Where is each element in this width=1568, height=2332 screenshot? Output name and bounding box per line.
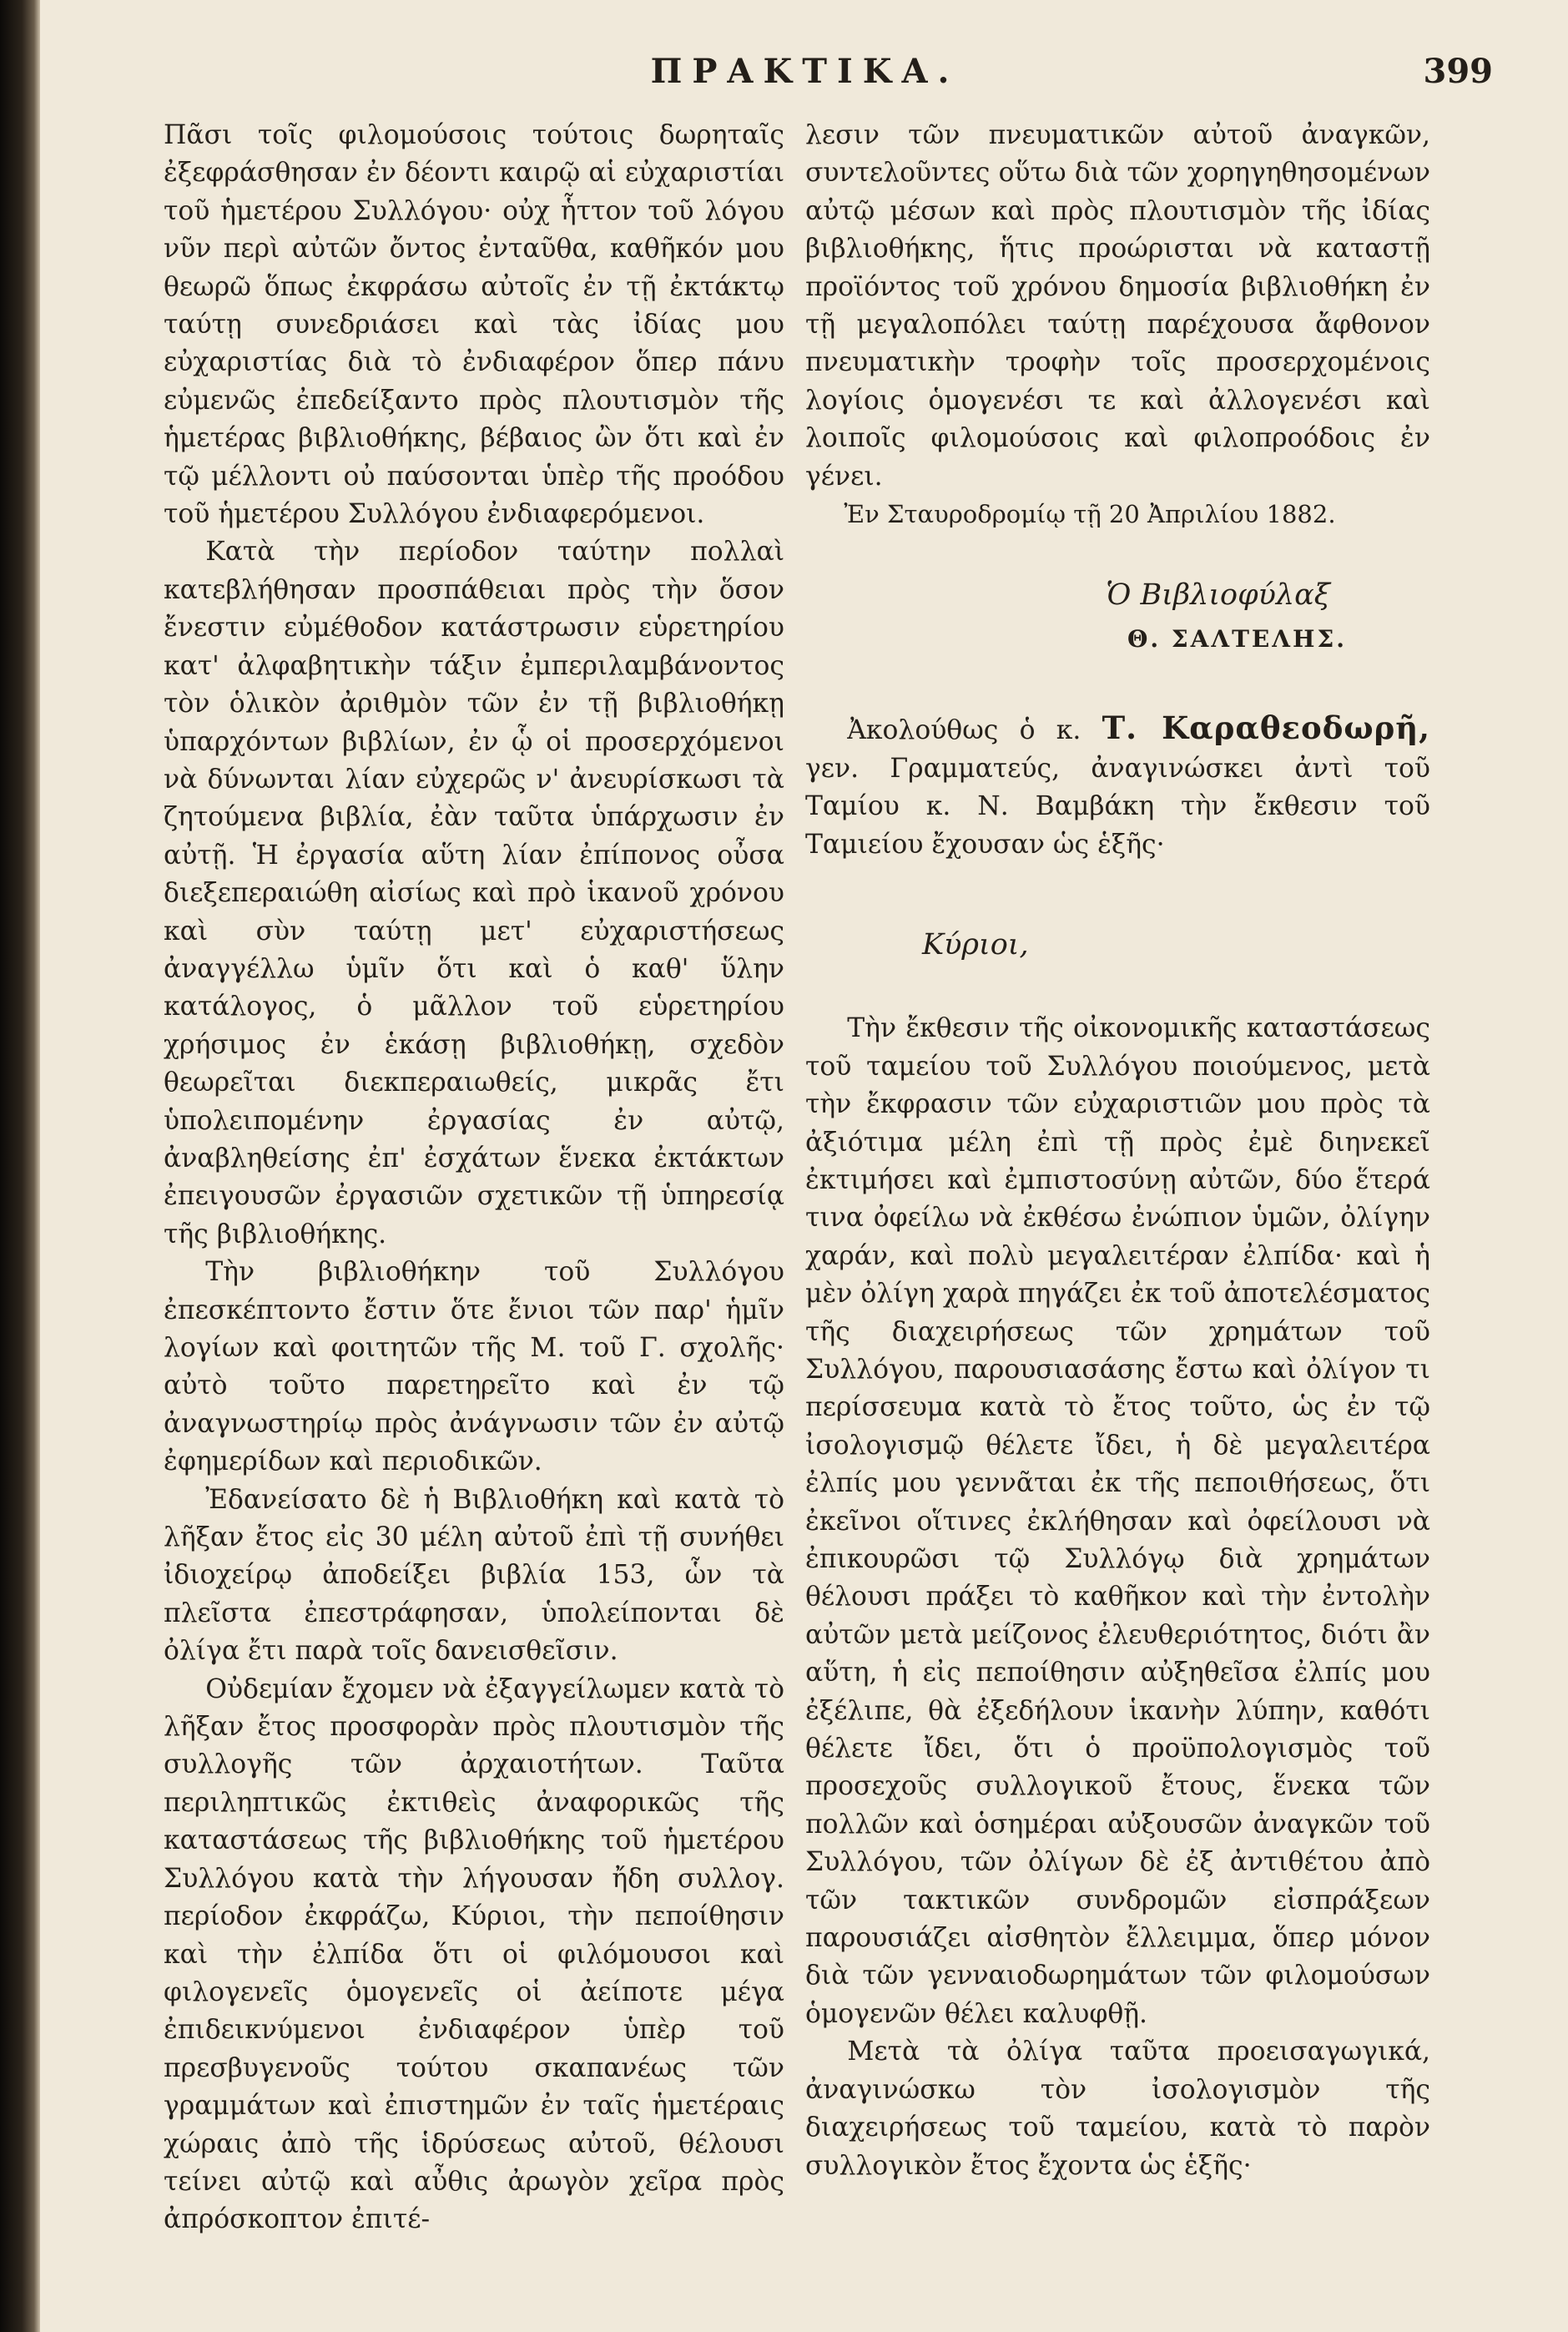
page-header [117, 52, 1493, 102]
intro-lead: Ἀκολούθως ὁ κ. [847, 715, 1081, 746]
page-number: 399 [1423, 52, 1493, 91]
paragraph: Πᾶσι τοῖς φιλομούσοις τούτοις δωρηταῖς ἐξεφράσθησαν ἐν δέοντι καιρῷ αἱ εὐχαριστίαι τοῦ ἡμετέρου Συλλόγου· οὐχ ἧττον τοῦ λόγου νῦν περὶ αὐτῶν ὄντος ἐνταῦθα, καθῆκόν μου θεωρῶ ὅπως ἐκφράσω αὐτοῖς ἐν τῇ ἐκτάκτῳ ταύτῃ συνεδριάσει καὶ τὰς ἰδίας μου εὐχαριστίας διὰ τὸ ἐνδιαφέρον ὅπερ πάνυ εὐμενῶς ἐπεδείξαντο πρὸς πλουτισμὸν τῆς ἡμετέρας βιβλιοθήκης, βέβαιος ὢν ὅτι καὶ ἐν τῷ μέλλοντι οὐ παύσονται ὑπὲρ τῆς προόδου τοῦ ἡμετέρου Συλλόγου ἐνδιαφερόμενοι. [164, 120, 784, 530]
speaker-name: Τ. Καραθεοδωρῆ, [1102, 709, 1431, 747]
paragraph: Ἐδανείσατο δὲ ἡ Βιβλιοθήκη καὶ κατὰ τὸ λῆξαν ἔτος εἰς 30 μέλη αὐτοῦ ἐπὶ τῇ συνήθει ἰδιοχείρῳ ἀποδείξει βιβλία 153, ὧν τὰ πλεῖστα ἐπεστράφησαν, ὑπολείπονται δὲ ὀλίγα ἔτι παρὰ τοῖς δανεισθεῖσιν. [164, 1484, 784, 1667]
salutation: Κύριοι, [922, 927, 1029, 962]
paragraph: Τὴν ἔκθεσιν τῆς οἰκονομικῆς καταστάσεως τοῦ ταμείου τοῦ Συλλόγου ποιούμενος, μετὰ τὴν ἔκφρασιν τῶν εὐχαριστιῶν μου πρὸς τὰ ἀξιότιμα μέλη ἐπὶ τῇ πρὸς ἐμὲ διηνεκεῖ ἐκτιμήσει καὶ ἐμπιστοσύνῃ αὐτῶν, δύο ἕτερά τινα ὀφείλω νὰ ἐκθέσω ἐνώπιον ὑμῶν, ὀλίγην χαράν, καὶ πολὺ μεγαλειτέραν ἐλπίδα· καὶ ἡ μὲν ὀλίγη χαρὰ πηγάζει ἐκ τοῦ ἀποτελέσματος τῆς διαχειρήσεως τῶν χρημάτων τοῦ Συλλόγου, παρουσιασάσης ἔστω καὶ ὀλίγον τι περίσσευμα κατὰ τὸ ἔτος τοῦτο, ὡς ἐν τῷ ἰσολογισμῷ θέλετε ἴδει, ἡ δὲ μεγαλειτέρα ἐλπίς μου γεννᾶται ἐκ τῆς πεποιθήσεως, ὅτι ἐκεῖνοι οἵτινες ἐκλήθησαν καὶ ὀφείλουσι νὰ ἐπικουρῶσι τῷ Συλλόγῳ διὰ χρημάτων θέλουσι πράξει τὸ καθῆκον καὶ τὴν ἐντολὴν αὐτῶν μετὰ μείζονος ἐλευθεριότητος, διότι ἂν αὕτη, ἡ εἰς πεποίθησιν αὐξηθεῖσα ἐλπίς μου ἐξέλιπε, θὰ ἐξεδήλουν ἱκανὴν λύπην, καθότι θέλετε ἴδει, ὅτι ὁ προϋπολογισμὸς τοῦ προσεχοῦς συλλογικοῦ ἔτους, ἕνεκα τῶν πολλῶν καὶ ὁσημέραι αὐξουσῶν ἀναγκῶν τοῦ Συλλόγου, τῶν ὀλίγων δὲ ἐξ ἀντιθέτου ἀπὸ τῶν τακτικῶν συνδρομῶν εἰσπράξεων παρουσιάζει αἰσθητὸν ἔλλειμμα, ὅπερ μόνον διὰ τῶν γενναιοδωρημάτων τῶν φιλομούσων ὁμογενῶν θέλει καλυφθῇ. [805, 1013, 1430, 2029]
paragraph: Μετὰ τὰ ὀλίγα ταῦτα προεισαγωγικά, ἀναγινώσκω τὸν ἰσολογισμὸν τῆς διαχειρήσεως τοῦ ταμείου, κατὰ τὸ παρὸν συλλογικὸν ἔτος ἔχοντα ὡς ἑξῆς· [805, 2037, 1430, 2181]
paragraph: Τὴν βιβλιοθήκην τοῦ Συλλόγου ἐπεσκέπτοντο ἔστιν ὅτε ἔνιοι τῶν παρ' ἡμῖν λογίων καὶ φοιτητῶν τῆς Μ. τοῦ Γ. σχολῆς· αὐτὸ τοῦτο παρετηρεῖτο καὶ ἐν τῷ ἀναγνωστηρίῳ πρὸς ἀνάγνωσιν τῶν ἐν αὐτῷ ἐφημερίδων καὶ περιοδικῶν. [164, 1257, 784, 1477]
signatory-name: Θ. ΣΑΛΤΕΛΗΣ. [1127, 624, 1347, 653]
intro-rest: γεν. Γραμματεύς, ἀναγινώσκει ἀντὶ τοῦ Ταμίου κ. Ν. Βαμβάκη τὴν ἔκθεσιν τοῦ Ταμιείου ἔχουσαν ὡς ἑξῆς· [805, 753, 1430, 860]
report-introduction [805, 709, 1430, 864]
book-spine-shadow [0, 0, 40, 2332]
running-title: ΠΡΑΚΤΙΚΑ. [650, 52, 960, 91]
paragraph: Κατὰ τὴν περίοδον ταύτην πολλαὶ κατεβλήθησαν προσπάθειαι πρὸς τὴν ὅσον ἔνεστιν εὐμέθοδον κατάστρωσιν εὑρετηρίου κατ' ἀλφαβητικὴν τάξιν ἐμπεριλαμβάνοντος τὸν ὁλικὸν ἀριθμὸν τῶν ἐν τῇ βιβλιοθήκῃ ὑπαρχόντων βιβλίων, ἐν ᾧ οἱ προσερχόμενοι νὰ δύνωνται λίαν εὐχερῶς ν' ἀνευρίσκωσι τὰ ζητούμενα βιβλία, ἐὰν ταῦτα ὑπάρχωσιν ἐν αὐτῇ. Ἡ ἐργασία αὕτη λίαν ἐπίπονος οὖσα διεξεπεραιώθη αἰσίως καὶ πρὸ ἱκανοῦ χρόνου καὶ σὺν ταύτῃ μετ' εὐχαριστήσεως ἀναγγέλλω ὑμῖν ὅτι καὶ ὁ καθ' ὕλην κατάλογος, ὁ μᾶλλον τοῦ εὑρετηρίου χρήσιμος ἐν ἑκάσῃ βιβλιοθήκῃ, σχεδὸν θεωρεῖται διεκπεραιωθείς, μικρᾶς ἔτι ὑπολειπομένην ἐργασίας ἐν αὐτῷ, ἀναβληθείσης ἐπ' ἐσχάτων ἕνεκα ἐκτάκτων ἐπειγουσῶν ἐργασιῶν σχετικῶν τῇ ὑπηρεσίᾳ τῆς βιβλιοθήκης. [164, 537, 784, 1249]
dateline: Ἐν Σταυροδρομίῳ τῇ 20 Ἀπριλίου 1882. [844, 500, 1336, 529]
paragraph: Οὐδεμίαν ἔχομεν νὰ ἐξαγγείλωμεν κατὰ τὸ λῆξαν ἔτος προσφορὰν πρὸς πλουτισμὸν τῆς συλλογῆς τῶν ἀρχαιοτήτων. Ταῦτα περιληπτικῶς ἐκτιθεὶς ἀναφορικῶς τῆς καταστάσεως τῆς βιβλιοθήκης τοῦ ἡμετέρου Συλλόγου κατὰ τὴν λήγουσαν ἤδη συλλογ. περίοδον ἐκφράζω, Κύριοι, τὴν πεποίθησιν καὶ τὴν ἐλπίδα ὅτι οἱ φιλόμουσοι καὶ φιλογενεῖς ὁμογενεῖς οἱ ἀείποτε μέγα ἐπιδεικνύμενοι ἐνδιαφέρον ὑπὲρ τοῦ πρεσβυγενοῦς τούτου σκαπανέως τῶν γραμμάτων καὶ ἐπιστημῶν ἐν ταῖς ἡμετέραις χώραις ἀπὸ τῆς ἱδρύσεως αὐτοῦ, θέλουσι τείνει αὐτῷ καὶ αὖθις ἀρωγὸν χεῖρα πρὸς ἀπρόσκοπτον ἐπιτέ- [164, 1673, 784, 2235]
signatory-office: Ὁ Βιβλιοφύλαξ [1106, 578, 1330, 613]
right-column [805, 117, 1430, 2185]
left-column [164, 117, 784, 2239]
continued-paragraph: λεσιν τῶν πνευματικῶν αὐτοῦ ἀναγκῶν, συντελοῦντες οὕτω διὰ τῶν χορηγηθησομένων αὐτῷ μέσων καὶ πρὸς πλουτισμὸν τῆς ἰδίας βιβλιοθήκης, ἥτις προώρισται νὰ καταστῇ προϊόντος τοῦ χρόνου δημοσία βιβλιοθήκη ἐν τῇ μεγαλοπόλει ταύτῃ παρέχουσα ἄφθονον πνευματικὴν τροφὴν τοῖς προσερχομένοις λογίοις ὁμογενέσι τε καὶ ἀλλογενέσι καὶ λοιποῖς φιλομούσοις καὶ φιλοπροόδοις ἐν γένει. [805, 120, 1430, 492]
